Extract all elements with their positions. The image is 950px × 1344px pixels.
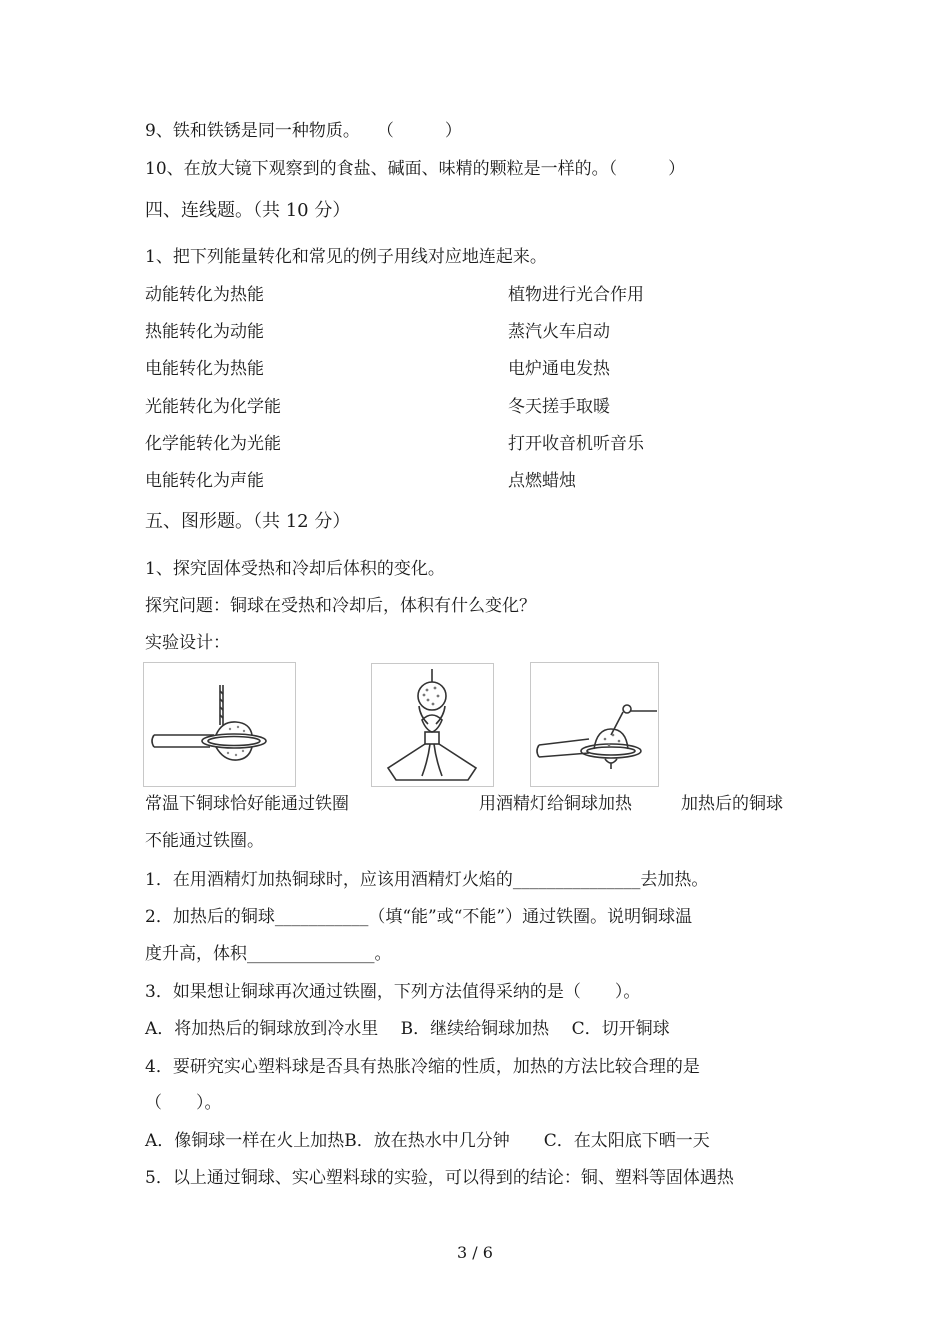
sub-question-3: 3．如果想让铜球再次通过铁圈，下列方法值得采纳的是（ ）。 bbox=[145, 982, 641, 1002]
matching-right-1: 植物进行光合作用 bbox=[508, 285, 644, 305]
figure-question-1: 1、探究固体受热和冷却后体积的变化。 bbox=[145, 559, 445, 579]
sub-question-2-line-2: 度升高，体积_______________。 bbox=[145, 944, 392, 964]
question-9: 9、铁和铁锈是同一种物质。 （ ） bbox=[145, 121, 462, 141]
question-10: 10、在放大镜下观察到的食盐、碱面、味精的颗粒是一样的。（ ） bbox=[145, 159, 686, 179]
matching-left-4: 光能转化为化学能 bbox=[145, 397, 281, 417]
section-5-title: 五、图形题。（共 12 分） bbox=[145, 511, 351, 532]
matching-left-5: 化学能转化为光能 bbox=[145, 434, 281, 454]
sub-question-5: 5．以上通过铜球、实心塑料球的实验，可以得到的结论：铜、塑料等固体遇热 bbox=[145, 1168, 734, 1188]
matching-right-6: 点燃蜡烛 bbox=[508, 471, 576, 491]
matching-right-2: 蒸汽火车启动 bbox=[508, 322, 610, 342]
matching-left-3: 电能转化为热能 bbox=[145, 359, 264, 379]
section-4-title: 四、连线题。（共 10 分） bbox=[145, 200, 351, 221]
caption-figure-2: 用酒精灯给铜球加热 bbox=[479, 794, 632, 814]
sub-question-3-options: A．将加热后的铜球放到冷水里 B．继续给铜球加热 C．切开铜球 bbox=[145, 1019, 670, 1039]
inquiry-question: 探究问题：铜球在受热和冷却后，体积有什么变化？ bbox=[145, 596, 536, 616]
matching-left-6: 电能转化为声能 bbox=[145, 471, 264, 491]
sub-question-1: 1．在用酒精灯加热铜球时，应该用酒精灯火焰的_______________去加热。 bbox=[145, 870, 709, 890]
matching-right-5: 打开收音机听音乐 bbox=[508, 434, 644, 454]
caption-figure-1: 常温下铜球恰好能通过铁圈 bbox=[145, 794, 349, 814]
matching-left-1: 动能转化为热能 bbox=[145, 285, 264, 305]
caption-continuation: 不能通过铁圈。 bbox=[145, 831, 264, 851]
sub-question-4-line-2: （ ）。 bbox=[145, 1093, 222, 1113]
page-number: 3 / 6 bbox=[457, 1243, 493, 1262]
sub-question-4-line-1: 4．要研究实心塑料球是否具有热胀冷缩的性质，加热的方法比较合理的是 bbox=[145, 1057, 700, 1077]
experiment-design-label: 实验设计： bbox=[145, 633, 230, 653]
figure-ball-heated-by-lamp bbox=[371, 663, 494, 787]
matching-right-3: 电炉通电发热 bbox=[508, 359, 610, 379]
matching-instruction: 1、把下列能量转化和常见的例子用线对应地连起来。 bbox=[145, 247, 547, 267]
figure-ball-on-ring bbox=[143, 662, 296, 787]
figure-heated-ball-on-ring bbox=[530, 662, 659, 787]
sub-question-4-options: A．像铜球一样在火上加热B．放在热水中几分钟 C．在太阳底下晒一天 bbox=[145, 1131, 710, 1151]
caption-figure-3: 加热后的铜球 bbox=[681, 794, 783, 814]
matching-right-4: 冬天搓手取暖 bbox=[508, 397, 610, 417]
sub-question-2-line-1: 2．加热后的铜球___________（填“能”或“不能”）通过铁圈。说明铜球温 bbox=[145, 907, 693, 927]
matching-left-2: 热能转化为动能 bbox=[145, 322, 264, 342]
